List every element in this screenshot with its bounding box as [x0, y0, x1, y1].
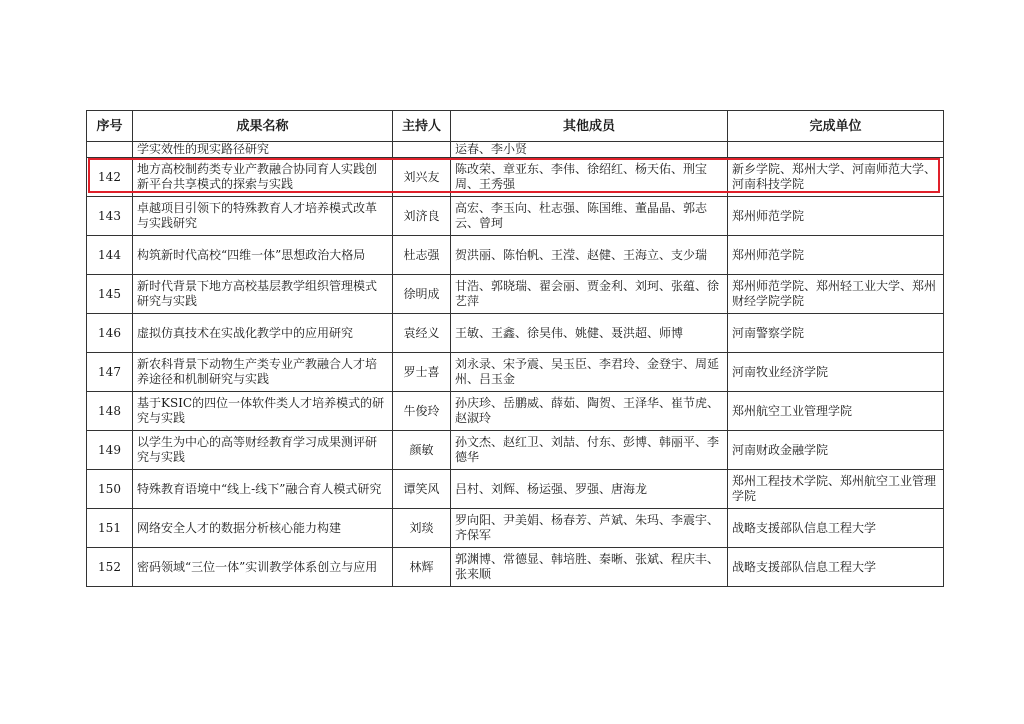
results-table: [86, 110, 944, 587]
cell-org: 河南警察学院: [728, 314, 944, 353]
cell-title: 地方高校制药类专业产教融合协同育人实践创新平台共享模式的探索与实践: [133, 158, 393, 197]
cell-no: 151: [87, 509, 133, 548]
cell-host: 刘兴友: [393, 158, 451, 197]
cell-no: 149: [87, 431, 133, 470]
cell-no: 144: [87, 236, 133, 275]
cell-title: 新农科背景下动物生产类专业产教融合人才培养途径和机制研究与实践: [133, 353, 393, 392]
table-row: [87, 431, 944, 470]
cell-no: 152: [87, 548, 133, 587]
cell-org: 河南牧业经济学院: [728, 353, 944, 392]
cell-host: 谭笑风: [393, 470, 451, 509]
cell-members: 甘浩、郭晓瑞、翟会丽、贾金利、刘珂、张蕴、徐艺萍: [451, 275, 728, 314]
cell-org: 郑州工程技术学院、郑州航空工业管理学院: [728, 470, 944, 509]
cell-no: 147: [87, 353, 133, 392]
cell-host: 杜志强: [393, 236, 451, 275]
cell-org: 郑州航空工业管理学院: [728, 392, 944, 431]
cell-members: 孙文杰、赵红卫、刘喆、付东、彭博、韩丽平、李德华: [451, 431, 728, 470]
cell-no: [87, 142, 133, 158]
table-row: [87, 197, 944, 236]
cell-host: 刘琰: [393, 509, 451, 548]
cell-title: 特殊教育语境中“线上-线下”融合育人模式研究: [133, 470, 393, 509]
table-row: [87, 314, 944, 353]
table-row: [87, 470, 944, 509]
table-row-continued: [87, 142, 944, 158]
cell-org: [728, 142, 944, 158]
table-row: [87, 353, 944, 392]
cell-no: 148: [87, 392, 133, 431]
cell-title: 构筑新时代高校“四维一体”思想政治大格局: [133, 236, 393, 275]
table-row: [87, 548, 944, 587]
cell-no: 146: [87, 314, 133, 353]
cell-members: 罗向阳、尹美娟、杨春芳、芦斌、朱玛、李震宇、齐保军: [451, 509, 728, 548]
cell-members: 刘永录、宋予震、吴玉臣、李君玲、金登宇、周延州、吕玉金: [451, 353, 728, 392]
cell-org: 新乡学院、郑州大学、河南师范大学、河南科技学院: [728, 158, 944, 197]
cell-title: 学实效性的现实路径研究: [133, 142, 393, 158]
cell-host: 罗士喜: [393, 353, 451, 392]
cell-title: 卓越项目引领下的特殊教育人才培养模式改革与实践研究: [133, 197, 393, 236]
cell-no: 143: [87, 197, 133, 236]
header-members: 其他成员: [451, 111, 728, 142]
header-title: 成果名称: [133, 111, 393, 142]
cell-members: 运春、李小贤: [451, 142, 728, 158]
cell-no: 142: [87, 158, 133, 197]
cell-org: 河南财政金融学院: [728, 431, 944, 470]
cell-members: 孙庆珍、岳鹏威、薛茹、陶贺、王泽华、崔节虎、赵淑玲: [451, 392, 728, 431]
cell-host: 徐明成: [393, 275, 451, 314]
cell-title: 网络安全人才的数据分析核心能力构建: [133, 509, 393, 548]
table-row: [87, 158, 944, 197]
cell-no: 150: [87, 470, 133, 509]
cell-title: 密码领域“三位一体”实训教学体系创立与应用: [133, 548, 393, 587]
cell-no: 145: [87, 275, 133, 314]
cell-org: 战略支援部队信息工程大学: [728, 509, 944, 548]
cell-org: 战略支援部队信息工程大学: [728, 548, 944, 587]
table-row: [87, 236, 944, 275]
table-row: [87, 509, 944, 548]
cell-host: 牛俊玲: [393, 392, 451, 431]
cell-members: 高宏、李玉向、杜志强、陈国维、董晶晶、郭志云、曾珂: [451, 197, 728, 236]
cell-members: 吕村、刘辉、杨运强、罗强、唐海龙: [451, 470, 728, 509]
cell-host: [393, 142, 451, 158]
cell-host: 林辉: [393, 548, 451, 587]
table-row: [87, 275, 944, 314]
header-no: 序号: [87, 111, 133, 142]
cell-host: 袁经义: [393, 314, 451, 353]
cell-title: 新时代背景下地方高校基层教学组织管理模式研究与实践: [133, 275, 393, 314]
cell-members: 贺洪丽、陈怡帆、王滢、赵健、王海立、支少瑞: [451, 236, 728, 275]
header-host: 主持人: [393, 111, 451, 142]
table-header-row: [87, 111, 944, 142]
cell-members: 王敏、王鑫、徐昊伟、姚健、聂洪超、师博: [451, 314, 728, 353]
cell-org: 郑州师范学院: [728, 236, 944, 275]
cell-host: 刘济良: [393, 197, 451, 236]
cell-org: 郑州师范学院: [728, 197, 944, 236]
cell-title: 基于KSIC的四位一体软件类人才培养模式的研究与实践: [133, 392, 393, 431]
cell-org: 郑州师范学院、郑州轻工业大学、郑州财经学院学院: [728, 275, 944, 314]
table-row: [87, 392, 944, 431]
cell-title: 以学生为中心的高等财经教育学习成果测评研究与实践: [133, 431, 393, 470]
cell-members: 郭渊博、常德显、韩培胜、秦晰、张斌、程庆丰、张来顺: [451, 548, 728, 587]
cell-title: 虚拟仿真技术在实战化教学中的应用研究: [133, 314, 393, 353]
cell-members: 陈改荣、章亚东、李伟、徐绍红、杨天佑、刑宝周、王秀强: [451, 158, 728, 197]
header-org: 完成单位: [728, 111, 944, 142]
cell-host: 颜敏: [393, 431, 451, 470]
